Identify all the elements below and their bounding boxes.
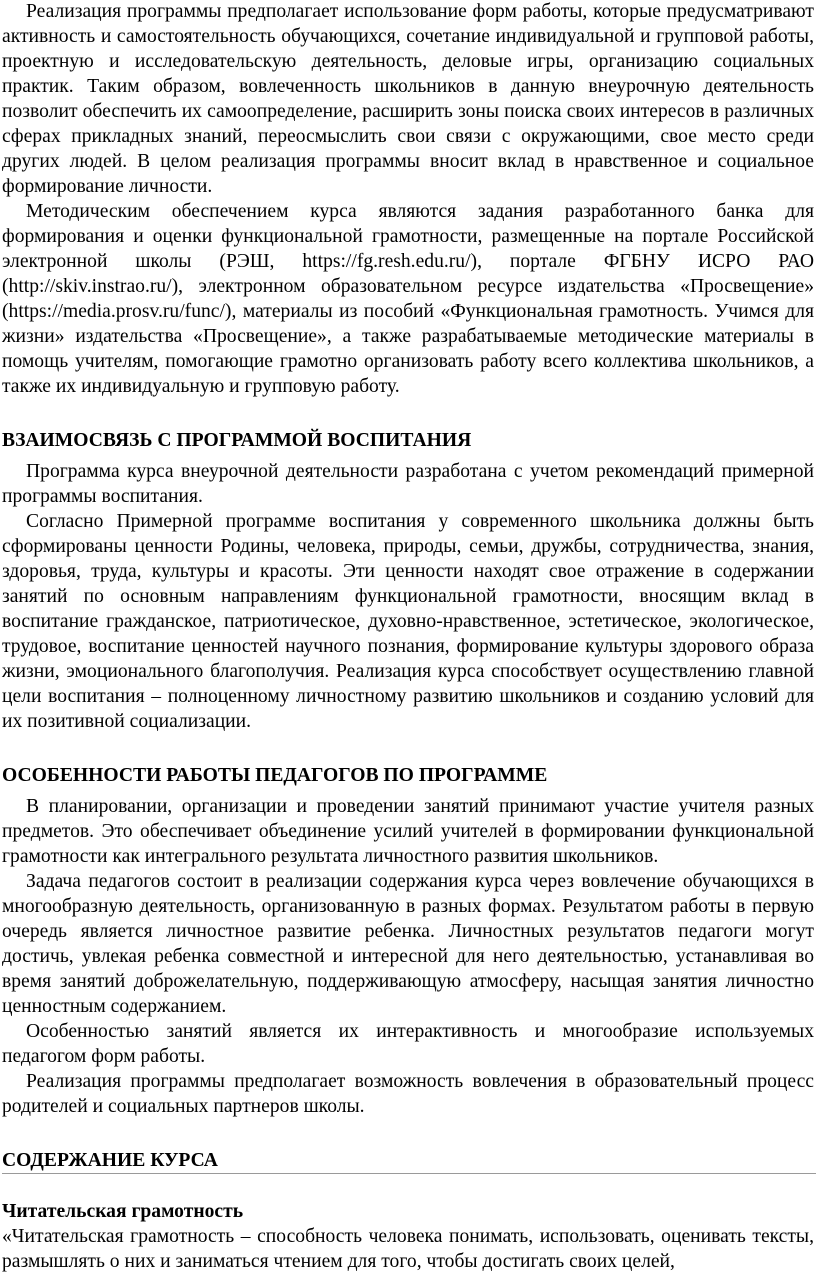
paragraph: «Читательская грамотность – способность человека понимать, использовать, оценивать тексты, размышлять о них и заниматься чтением для того, чтобы достигать своих целей, bbox=[2, 1226, 814, 1272]
paragraph: Согласно Примерной программе воспитания у современного школьника должны быть сформированы ценности Родины, человека, природы, семьи, дружбы, сотрудничества, знания, здоровья, труда, культуры и красоты. Эти ценности находят свое отражение в содержании занятий по основным направлениям функциональной грамотности, вносящим вклад в воспитание гражданское, патриотическое, духовно-нравственное, эстетическое, экологическое, трудовое, воспитание ценностей научного познания, формирование культуры здорового образа жизни, эмоционального благополучия. Реализация курса способствует осуществлению главной цели воспитания – полноценному личностному развитию школьников и созданию условий для их позитивной социализации. bbox=[2, 511, 814, 732]
paragraph: Реализация программы предполагает использование форм работы, которые предусматривают активность и самостоятельность обучающихся, сочетание индивидуальной и групповой работы, проектную и исследовательскую деятельность, деловые игры, организацию социальных практик. Таким образом, вовлеченность школьников в данную внеурочную деятельность позволит обеспечить их самоопределение, расширить зоны поиска своих интересов в различных сферах прикладных знаний, переосмыслить свои связи с окружающими, свое место среди других людей. В целом реализация программы вносит вклад в нравственное и социальное формирование личности. bbox=[2, 1, 814, 197]
section-heading: ВЗАИМОСВЯЗЬ С ПРОГРАММОЙ ВОСПИТАНИЯ bbox=[2, 430, 472, 451]
paragraph: Реализация программы предполагает возможность вовлечения в образовательный процесс родителей и социальных партнеров школы. bbox=[2, 1071, 814, 1117]
subsection-heading: Читательская грамотность bbox=[2, 1201, 244, 1222]
paragraph: Задача педагогов состоит в реализации содержания курса через вовлечение обучающихся в многообразную деятельность, организованную в разных формах. Результатом работы в первую очередь является личностное развитие ребенка. Личностных результатов педагоги могут достичь, увлекая ребенка совместной и интересной для него деятельностью, устанавливая во время занятий доброжелательную, поддерживающую атмосферу, насыщая занятия личностно ценностным содержанием. bbox=[2, 871, 814, 1017]
paragraph: В планировании, организации и проведении занятий принимают участие учителя разных предметов. Это обеспечивает объединение усилий учителей в формировании функциональной грамотности как интегрального результата личностного развития школьников. bbox=[2, 796, 814, 867]
paragraph: Особенностью занятий является их интерактивность и многообразие используемых педагогом форм работы. bbox=[2, 1021, 814, 1067]
paragraph: Методическим обеспечением курса являются задания разработанного банка для формирования и оценки функциональной грамотности, размещенные на портале Российской электронной школы (РЭШ, https://fg.resh.edu.ru/), портале ФГБНУ ИСРО РАО (http://skiv.instrao.ru/), электронном образовательном ресурсе издательства «Просвещение» (https://media.prosv.ru/func/), материалы из пособий «Функциональная грамотность. Учимся для жизни» издательства «Просвещение», а также разрабатываемые методические материалы в помощь учителям, помогающие грамотно организовать работу всего коллектива школьников, а также их индивидуальную и групповую работу. bbox=[2, 201, 814, 397]
section-heading: ОСОБЕННОСТИ РАБОТЫ ПЕДАГОГОВ ПО ПРОГРАММЕ bbox=[2, 765, 548, 786]
paragraph: Программа курса внеурочной деятельности разработана с учетом рекомендаций примерной программы воспитания. bbox=[2, 461, 814, 507]
section-heading: СОДЕРЖАНИЕ КУРСА bbox=[2, 1150, 218, 1171]
